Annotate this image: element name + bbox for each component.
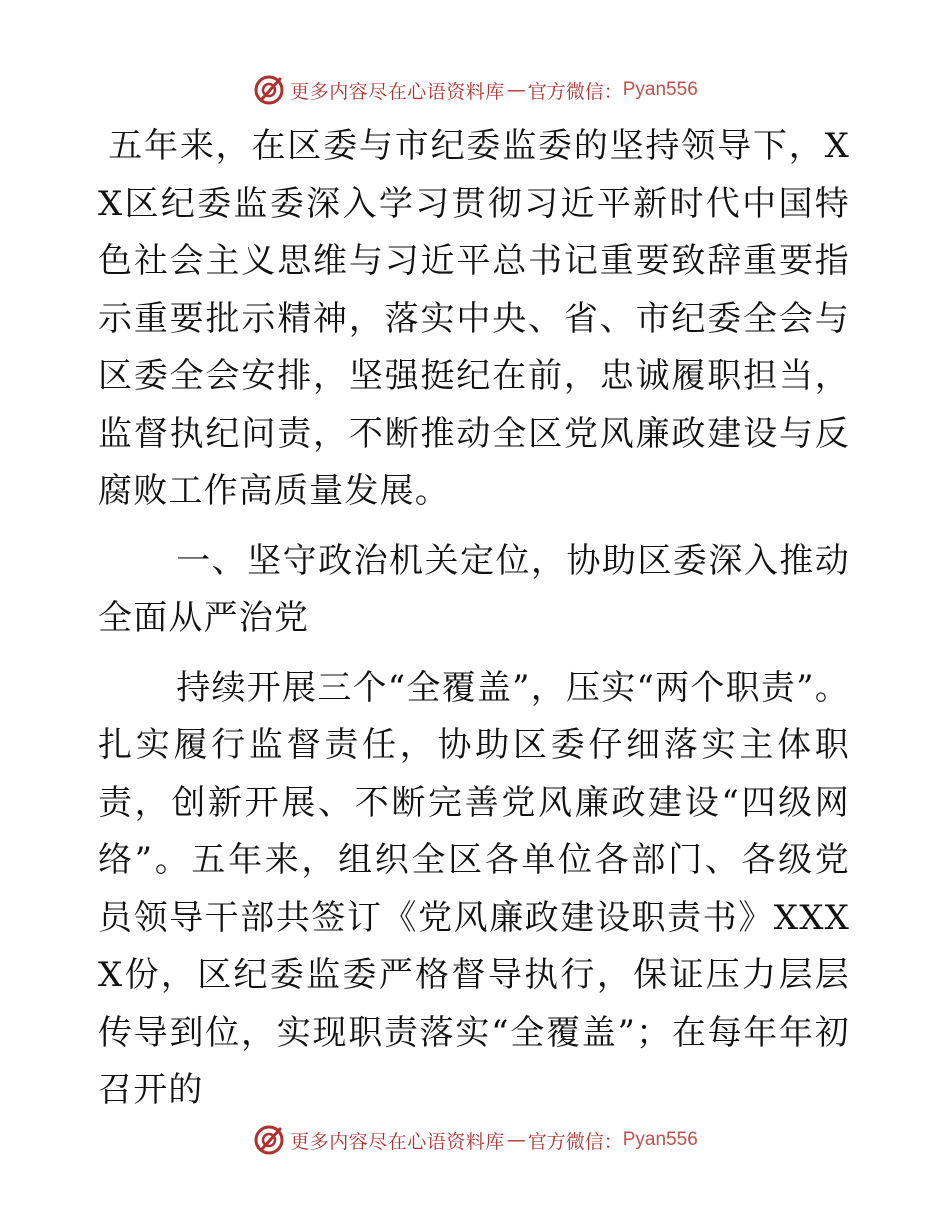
watermark-text: 更多内容尽在心语资料库: [290, 1130, 505, 1153]
header-watermark: [0, 70, 950, 110]
watermark-wechat-id: Pyan556: [622, 1129, 698, 1150]
logo-icon: [252, 1123, 286, 1157]
paragraph-intro: 五年来，在区委与市纪委监委的坚持领导下，XX区纪委监委深入学习贯彻习近平新时代中国特色社会主义思维与习近平总书记重要致辞重要指示重要批示精神，落实中央、省、市纪委全会与区委全会安排，坚强挺纪在前，忠诚履职担当，监督执纪问责，不断推动全区党风廉政建设与反腐败工作高质量发展。: [98, 126, 850, 511]
watermark-official-label: 官方微信：: [527, 80, 623, 103]
document-body: [98, 118, 850, 1120]
paragraph-body: 持续开展三个“全覆盖”，压实“两个职责”。扎实履行监督责任，协助区委仔细落实主体职责，创新开展、不断完善党风廉政建设“四级网络”。五年来，组织全区各单位各部门、各级党员领导干部共签订《党风廉政建设职责书》XXXX份，区纪委监委严格督导执行，保证压力层层传导到位，实现职责落实“全覆盖”；在每年年初召开的: [98, 667, 850, 1110]
watermark-wechat-id: Pyan556: [622, 79, 698, 100]
watermark-text: 更多内容尽在心语资料库: [290, 80, 505, 103]
section-heading: 一、坚守政治机关定位，协助区委深入推动全面从严治党: [98, 540, 850, 638]
watermark-separator: —: [506, 79, 526, 101]
watermark-official-label: 官方微信：: [527, 1130, 623, 1153]
footer-watermark: [0, 1120, 950, 1160]
logo-icon: [252, 73, 286, 107]
watermark-separator: —: [506, 1129, 526, 1151]
